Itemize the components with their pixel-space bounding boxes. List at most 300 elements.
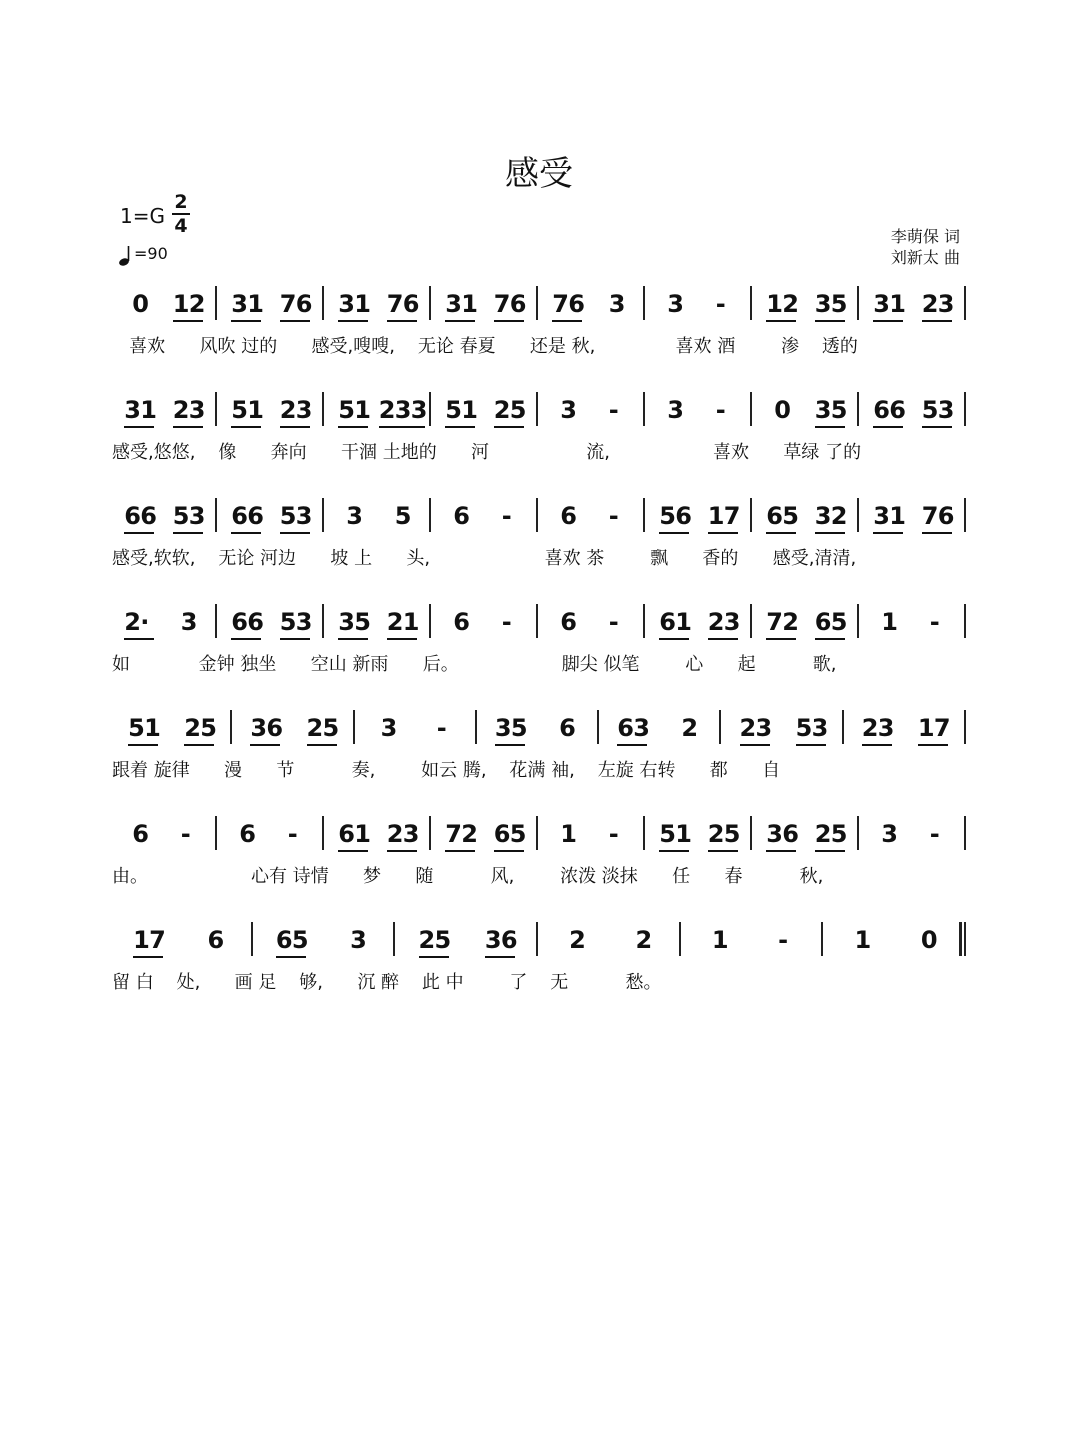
note-glyph: 2 bbox=[386, 820, 404, 848]
bar-line bbox=[857, 816, 859, 850]
note-glyph: 3 bbox=[484, 926, 502, 954]
note-glyph: - bbox=[608, 396, 619, 424]
note-glyph: 1 bbox=[144, 714, 161, 742]
note-glyph: 2 bbox=[814, 820, 832, 848]
note-glyph: 5 bbox=[434, 926, 452, 954]
note-glyph: 3 bbox=[667, 290, 684, 318]
note-glyph: 1 bbox=[247, 290, 264, 318]
eighth-underline bbox=[276, 956, 306, 958]
note-glyph: 3 bbox=[633, 714, 650, 742]
note-glyph: 2 bbox=[569, 926, 586, 954]
eighth-underline bbox=[280, 426, 310, 428]
note-glyph: 3 bbox=[873, 290, 890, 318]
note-glyph: 5 bbox=[830, 608, 848, 636]
note-glyph: 3 bbox=[350, 926, 367, 954]
note-glyph: 3 bbox=[877, 714, 895, 742]
note-glyph: 5 bbox=[354, 608, 371, 636]
bar-line bbox=[857, 498, 859, 532]
eighth-underline bbox=[740, 744, 770, 746]
eighth-underline bbox=[708, 532, 738, 534]
note-glyph: 5 bbox=[128, 714, 145, 742]
time-signature bbox=[170, 192, 192, 236]
bar-line bbox=[750, 498, 752, 532]
bar-line bbox=[322, 286, 324, 320]
note-glyph: 3 bbox=[723, 608, 741, 636]
eighth-underline bbox=[766, 638, 796, 640]
eighth-underline bbox=[445, 320, 475, 322]
eighth-underline bbox=[124, 426, 154, 428]
note-glyph: 1 bbox=[140, 396, 157, 424]
note-glyph: 6 bbox=[814, 608, 832, 636]
eighth-underline bbox=[173, 320, 203, 322]
eighth-underline bbox=[873, 320, 903, 322]
note-glyph: 7 bbox=[766, 608, 783, 636]
bar-line bbox=[429, 286, 431, 320]
bar-line bbox=[429, 392, 431, 426]
note-glyph: 3 bbox=[295, 502, 313, 530]
note-glyph: 3 bbox=[560, 396, 577, 424]
eighth-underline bbox=[231, 426, 261, 428]
note-glyph: 5 bbox=[338, 396, 355, 424]
eighth-underline bbox=[280, 532, 310, 534]
bar-line bbox=[679, 922, 681, 956]
note-glyph: 5 bbox=[509, 820, 527, 848]
eighth-underline bbox=[250, 744, 280, 746]
note-glyph: 6 bbox=[559, 714, 576, 742]
note-glyph: 6 bbox=[560, 608, 577, 636]
eighth-underline bbox=[815, 850, 845, 852]
note-glyph: 2 bbox=[172, 396, 190, 424]
note-glyph: 5 bbox=[659, 820, 676, 848]
bar-line bbox=[964, 922, 966, 956]
bar-line bbox=[857, 286, 859, 320]
note-glyph: 6 bbox=[207, 926, 225, 954]
eighth-underline bbox=[387, 850, 417, 852]
bar-line bbox=[536, 498, 538, 532]
eighth-underline bbox=[338, 426, 368, 428]
bar-line bbox=[964, 604, 966, 638]
note-glyph: 6 bbox=[247, 608, 264, 636]
note-glyph: 5 bbox=[291, 926, 309, 954]
eighth-underline bbox=[862, 744, 892, 746]
note-glyph: 5 bbox=[279, 502, 297, 530]
note-glyph: 3 bbox=[394, 396, 412, 424]
note-glyph: 6 bbox=[617, 714, 634, 742]
note-glyph: 6 bbox=[782, 820, 799, 848]
bar-line bbox=[230, 710, 232, 744]
note-glyph: 1 bbox=[707, 502, 725, 530]
note-glyph: - bbox=[608, 502, 619, 530]
note-glyph: 5 bbox=[795, 714, 813, 742]
note-glyph: 1 bbox=[133, 926, 150, 954]
bar-line bbox=[643, 604, 645, 638]
note-glyph: 6 bbox=[453, 608, 470, 636]
eighth-underline bbox=[552, 320, 582, 322]
eighth-underline bbox=[338, 850, 368, 852]
eighth-underline bbox=[873, 532, 903, 534]
note-glyph: 6 bbox=[509, 290, 527, 318]
note-glyph: 3 bbox=[338, 290, 355, 318]
note-glyph: 2 bbox=[635, 926, 653, 954]
note-glyph: 6 bbox=[675, 502, 692, 530]
note-glyph: 1 bbox=[354, 396, 371, 424]
note-glyph: 2 bbox=[418, 926, 436, 954]
eighth-underline bbox=[708, 850, 738, 852]
eighth-underline bbox=[379, 426, 425, 428]
note-glyph: - bbox=[436, 714, 447, 742]
bar-line bbox=[821, 922, 823, 956]
score-row-4 bbox=[112, 608, 968, 694]
note-glyph: 1 bbox=[675, 820, 692, 848]
note-glyph: 3 bbox=[814, 502, 832, 530]
note-glyph: 7 bbox=[552, 290, 569, 318]
note-glyph: 3 bbox=[755, 714, 773, 742]
note-glyph: 3 bbox=[811, 714, 829, 742]
eighth-underline bbox=[494, 426, 524, 428]
bar-line bbox=[322, 816, 324, 850]
note-glyph: 7 bbox=[279, 290, 297, 318]
note-glyph: 2 bbox=[782, 290, 799, 318]
score-row-7 bbox=[112, 926, 968, 1012]
note-glyph: · bbox=[140, 608, 150, 636]
note-glyph: 6 bbox=[873, 396, 890, 424]
bar-line bbox=[215, 498, 217, 532]
note-glyph: 2 bbox=[493, 396, 511, 424]
bar-line bbox=[429, 604, 431, 638]
note-glyph: 1 bbox=[461, 396, 478, 424]
note-glyph: 1 bbox=[881, 608, 898, 636]
bar-line bbox=[643, 816, 645, 850]
eighth-underline bbox=[766, 320, 796, 322]
lyrics-row-1: 喜欢 风吹 过的 感受,嗖嗖, 无论 春夏 还是 秋, 喜欢 酒 渗 透的 bbox=[112, 336, 858, 357]
key-signature: 1=G bbox=[120, 204, 165, 228]
lyrics-row-3: 感受,软软, 无论 河边 坡 上 头, 喜欢 茶 飘 香的 感受,清清, bbox=[112, 548, 857, 569]
notes-row-7 bbox=[112, 926, 968, 972]
note-glyph: 6 bbox=[124, 502, 141, 530]
note-glyph: 1 bbox=[461, 290, 478, 318]
note-glyph: 3 bbox=[766, 820, 783, 848]
bar-line bbox=[857, 392, 859, 426]
bar-line bbox=[964, 392, 966, 426]
note-glyph: 3 bbox=[124, 396, 141, 424]
bar-line bbox=[536, 604, 538, 638]
note-glyph: - bbox=[715, 290, 726, 318]
note-glyph: 2 bbox=[782, 608, 799, 636]
note-glyph: 5 bbox=[231, 396, 248, 424]
score-row-1 bbox=[112, 290, 968, 376]
final-bar-line bbox=[959, 922, 962, 956]
eighth-underline bbox=[387, 320, 417, 322]
time-signature-top: 2 bbox=[174, 191, 188, 213]
note-glyph: 2 bbox=[681, 714, 699, 742]
note-glyph: 0 bbox=[132, 290, 149, 318]
note-glyph: 5 bbox=[723, 820, 741, 848]
eighth-underline bbox=[766, 850, 796, 852]
score-row-5 bbox=[112, 714, 968, 800]
eighth-underline bbox=[387, 638, 417, 640]
bar-line bbox=[643, 286, 645, 320]
note-glyph: 6 bbox=[889, 396, 906, 424]
eighth-underline bbox=[128, 744, 158, 746]
eighth-underline bbox=[280, 320, 310, 322]
note-glyph: 2 bbox=[461, 820, 478, 848]
notes-row-2 bbox=[112, 396, 968, 442]
bar-line bbox=[322, 392, 324, 426]
eighth-underline bbox=[445, 426, 475, 428]
note-glyph: 7 bbox=[723, 502, 741, 530]
note-glyph: 1 bbox=[889, 502, 906, 530]
note-glyph: 5 bbox=[830, 396, 848, 424]
note-glyph: - bbox=[778, 926, 789, 954]
note-glyph: 2 bbox=[378, 396, 396, 424]
note-glyph: 5 bbox=[394, 502, 412, 530]
eighth-underline bbox=[173, 426, 203, 428]
note-glyph: 7 bbox=[933, 714, 951, 742]
note-glyph: 1 bbox=[711, 926, 729, 954]
note-glyph: 1 bbox=[766, 290, 783, 318]
bar-line bbox=[750, 286, 752, 320]
note-glyph: 6 bbox=[500, 926, 518, 954]
note-glyph: - bbox=[929, 820, 940, 848]
tempo-value: =90 bbox=[134, 244, 168, 263]
note-glyph: 7 bbox=[386, 290, 404, 318]
eighth-underline bbox=[815, 532, 845, 534]
note-glyph: 3 bbox=[667, 396, 684, 424]
note-glyph: 2 bbox=[921, 290, 939, 318]
note-glyph: 2 bbox=[861, 714, 879, 742]
lyrics-row-2: 感受,悠悠, 像 奔向 干涸 土地的 河 流, 喜欢 草绿 了的 bbox=[112, 442, 862, 463]
eighth-underline bbox=[494, 850, 524, 852]
note-glyph: 3 bbox=[445, 290, 462, 318]
eighth-underline bbox=[338, 638, 368, 640]
note-glyph: 1 bbox=[854, 926, 872, 954]
note-glyph: 3 bbox=[410, 396, 428, 424]
note-glyph: 5 bbox=[782, 502, 799, 530]
notes-row-6 bbox=[112, 820, 968, 866]
note-glyph: 7 bbox=[445, 820, 462, 848]
note-glyph: 3 bbox=[188, 502, 206, 530]
note-glyph: 1 bbox=[172, 290, 190, 318]
bar-line bbox=[750, 816, 752, 850]
note-glyph: 3 bbox=[338, 608, 355, 636]
note-glyph: 3 bbox=[231, 290, 248, 318]
note-glyph: 3 bbox=[881, 820, 898, 848]
note-glyph: - bbox=[715, 396, 726, 424]
note-glyph: 1 bbox=[560, 820, 577, 848]
lyrics-row-5: 跟着 旋律 漫 节 奏, 如云 腾, 花满 袖, 左旋 右转 都 自 bbox=[112, 760, 781, 781]
eighth-underline bbox=[659, 532, 689, 534]
bar-line bbox=[964, 816, 966, 850]
note-glyph: 2 bbox=[188, 290, 206, 318]
note-glyph: 5 bbox=[279, 608, 297, 636]
note-glyph: 3 bbox=[814, 396, 832, 424]
score-row-6 bbox=[112, 820, 968, 906]
note-glyph: 3 bbox=[346, 502, 363, 530]
note-glyph: - bbox=[287, 820, 298, 848]
note-glyph: 5 bbox=[509, 396, 527, 424]
note-glyph: 6 bbox=[239, 820, 256, 848]
note-glyph: 7 bbox=[149, 926, 166, 954]
note-glyph: 5 bbox=[322, 714, 340, 742]
eighth-underline bbox=[815, 638, 845, 640]
bar-line bbox=[215, 604, 217, 638]
notes-row-5 bbox=[112, 714, 968, 760]
note-glyph: 3 bbox=[494, 714, 512, 742]
eighth-underline bbox=[307, 744, 337, 746]
bar-line bbox=[536, 286, 538, 320]
note-glyph: 6 bbox=[231, 502, 248, 530]
bar-line bbox=[750, 392, 752, 426]
eighth-underline bbox=[766, 532, 796, 534]
eighth-underline bbox=[231, 320, 261, 322]
composer: 刘新太 曲 bbox=[890, 248, 960, 267]
bar-line bbox=[643, 498, 645, 532]
eighth-underline bbox=[124, 532, 154, 534]
note-glyph: 6 bbox=[937, 502, 955, 530]
note-glyph: - bbox=[501, 608, 512, 636]
notes-row-1 bbox=[112, 290, 968, 336]
note-glyph: 3 bbox=[295, 396, 313, 424]
note-glyph: 7 bbox=[493, 290, 511, 318]
note-glyph: - bbox=[180, 820, 191, 848]
eighth-underline bbox=[815, 426, 845, 428]
note-glyph: 2 bbox=[707, 820, 725, 848]
credits bbox=[891, 226, 960, 268]
note-glyph: 6 bbox=[493, 820, 511, 848]
note-glyph: 6 bbox=[132, 820, 149, 848]
note-glyph: 3 bbox=[250, 714, 268, 742]
eighth-underline bbox=[873, 426, 903, 428]
eighth-underline bbox=[184, 744, 214, 746]
bar-line bbox=[842, 710, 844, 744]
note-glyph: 2 bbox=[739, 714, 757, 742]
bar-line bbox=[964, 710, 966, 744]
page-title: 感受 bbox=[505, 154, 573, 194]
eighth-underline bbox=[419, 956, 449, 958]
eighth-underline bbox=[659, 850, 689, 852]
bar-line bbox=[643, 392, 645, 426]
quarter-note-icon bbox=[118, 245, 134, 265]
bar-line bbox=[536, 922, 538, 956]
bar-line bbox=[719, 710, 721, 744]
note-glyph: 1 bbox=[917, 714, 935, 742]
note-glyph: - bbox=[608, 820, 619, 848]
note-glyph: 1 bbox=[889, 290, 906, 318]
note-glyph: 3 bbox=[180, 608, 198, 636]
note-glyph: 2 bbox=[184, 714, 201, 742]
bar-line bbox=[215, 816, 217, 850]
note-glyph: 2 bbox=[830, 502, 848, 530]
eighth-underline bbox=[494, 320, 524, 322]
note-glyph: 0 bbox=[920, 926, 938, 954]
bar-line bbox=[322, 604, 324, 638]
note-glyph: 6 bbox=[338, 820, 355, 848]
bar-line bbox=[215, 286, 217, 320]
note-glyph: 1 bbox=[247, 396, 264, 424]
note-glyph: - bbox=[501, 502, 512, 530]
note-glyph: 6 bbox=[568, 290, 585, 318]
bar-line bbox=[322, 498, 324, 532]
eighth-underline bbox=[708, 638, 738, 640]
note-glyph: 5 bbox=[659, 502, 676, 530]
eighth-underline bbox=[495, 744, 525, 746]
eighth-underline bbox=[280, 638, 310, 640]
note-glyph: - bbox=[608, 608, 619, 636]
score-row-3 bbox=[112, 502, 968, 588]
note-glyph: 6 bbox=[295, 290, 313, 318]
lyrics-row-4: 如 金钟 独坐 空山 新雨 后。 脚尖 似笔 心 起 歌, bbox=[112, 654, 837, 675]
notes-row-3 bbox=[112, 502, 968, 548]
eighth-underline bbox=[231, 638, 261, 640]
bar-line bbox=[393, 922, 395, 956]
eighth-underline bbox=[922, 532, 952, 534]
bar-line bbox=[536, 392, 538, 426]
bar-line bbox=[857, 604, 859, 638]
lyrics-row-7: 留 白 处, 画 足 够, 沉 醉 此 中 了 无 愁。 bbox=[112, 972, 662, 993]
eighth-underline bbox=[485, 956, 515, 958]
note-glyph: 6 bbox=[766, 502, 783, 530]
eighth-underline bbox=[231, 532, 261, 534]
note-glyph: 2 bbox=[707, 608, 725, 636]
eighth-underline bbox=[173, 532, 203, 534]
score-row-2 bbox=[112, 396, 968, 482]
bar-line bbox=[964, 498, 966, 532]
note-glyph: 6 bbox=[659, 608, 676, 636]
note-glyph: 2 bbox=[386, 608, 404, 636]
note-glyph: 5 bbox=[510, 714, 528, 742]
note-glyph: - bbox=[929, 608, 940, 636]
bar-line bbox=[750, 604, 752, 638]
eighth-underline bbox=[124, 638, 154, 640]
note-glyph: 3 bbox=[937, 396, 955, 424]
bar-line bbox=[597, 710, 599, 744]
note-glyph: 5 bbox=[172, 502, 190, 530]
bar-line bbox=[536, 816, 538, 850]
note-glyph: 6 bbox=[402, 290, 420, 318]
note-glyph: 6 bbox=[247, 502, 264, 530]
bar-line bbox=[353, 710, 355, 744]
tempo-marking bbox=[118, 244, 168, 265]
eighth-underline bbox=[796, 744, 826, 746]
note-glyph: 1 bbox=[354, 290, 371, 318]
eighth-underline bbox=[338, 320, 368, 322]
note-glyph: 5 bbox=[445, 396, 462, 424]
eighth-underline bbox=[133, 956, 163, 958]
note-glyph: 6 bbox=[231, 608, 248, 636]
note-glyph: 3 bbox=[608, 290, 626, 318]
note-glyph: 1 bbox=[675, 608, 692, 636]
note-glyph: 2 bbox=[306, 714, 324, 742]
note-glyph: 3 bbox=[937, 290, 955, 318]
bar-line bbox=[215, 392, 217, 426]
note-glyph: 5 bbox=[830, 290, 848, 318]
note-glyph: 6 bbox=[140, 502, 157, 530]
note-glyph: 3 bbox=[295, 608, 313, 636]
note-glyph: 5 bbox=[830, 820, 848, 848]
note-glyph: 6 bbox=[453, 502, 470, 530]
eighth-underline bbox=[659, 638, 689, 640]
lyricist: 李萌保 词 bbox=[890, 227, 960, 246]
bar-line bbox=[429, 816, 431, 850]
time-signature-bottom: 4 bbox=[174, 215, 188, 237]
note-glyph: 6 bbox=[560, 502, 577, 530]
eighth-underline bbox=[918, 744, 948, 746]
note-glyph: 2 bbox=[124, 608, 141, 636]
note-glyph: 3 bbox=[402, 820, 420, 848]
bar-line bbox=[475, 710, 477, 744]
note-glyph: 3 bbox=[380, 714, 398, 742]
note-glyph: 0 bbox=[774, 396, 791, 424]
